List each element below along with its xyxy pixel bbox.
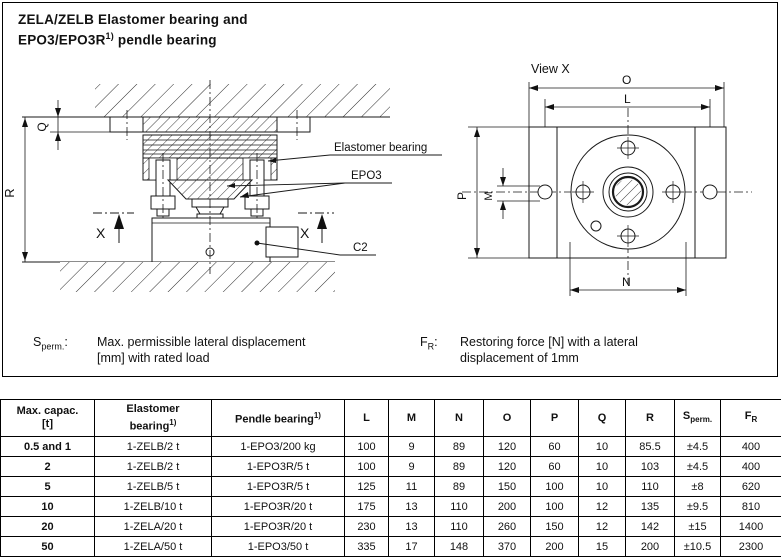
col-header-l: L [345, 400, 389, 437]
cell: 15 [579, 537, 626, 557]
header-row [1, 400, 781, 437]
cell: 10 [1, 497, 95, 517]
cell: 150 [531, 517, 579, 537]
cell: 9 [389, 457, 435, 477]
cell: 20 [1, 517, 95, 537]
leader-elastomer [268, 155, 442, 163]
cell: ±4.5 [675, 457, 721, 477]
cell: 370 [484, 537, 531, 557]
label-epo3: EPO3 [351, 170, 382, 182]
cell: 150 [484, 477, 531, 497]
cell: 148 [435, 537, 484, 557]
label-elastomer-bearing: Elastomer bearing [334, 142, 427, 154]
cell: ±4.5 [675, 437, 721, 457]
note-sperm [33, 334, 68, 355]
cell: 1-ZELB/10 t [95, 497, 212, 517]
cell: 12 [579, 517, 626, 537]
cell: 1-EPO3R/5 t [212, 477, 345, 497]
cell: 260 [484, 517, 531, 537]
cell: 0.5 and 1 [1, 437, 95, 457]
col-header-n: N [435, 400, 484, 437]
cell: 2 [1, 457, 95, 477]
cell: 10 [579, 477, 626, 497]
cell: 400 [721, 437, 781, 457]
note-fr-text: Restoring force [N] with a lateral displacement of 1mm [460, 334, 638, 366]
table-row [1, 537, 781, 557]
cell: 230 [345, 517, 389, 537]
cell: 110 [435, 517, 484, 537]
section-label-x-right: X [300, 225, 310, 241]
sperm-symbol: $S_{perm.}$: [33, 335, 68, 349]
cell: ±15 [675, 517, 721, 537]
cell: 100 [345, 437, 389, 457]
table-row [1, 437, 781, 457]
col-header-capacity: Max. capac. [t] [1, 400, 95, 437]
spec-table [0, 399, 781, 557]
cell: 120 [484, 437, 531, 457]
pin-hole [591, 221, 601, 231]
cell: 1-ZELB/2 t [95, 457, 212, 477]
cell: 9 [389, 437, 435, 457]
cell: 50 [1, 537, 95, 557]
section-label-x-left: X [96, 225, 106, 241]
label-c2: C2 [353, 242, 368, 254]
cell: 200 [531, 537, 579, 557]
cell: 5 [1, 477, 95, 497]
cell: 1-EPO3R/20 t [212, 517, 345, 537]
ceiling-hatch [95, 84, 390, 117]
col-header-pendle: Pendle bearing$^{1)}$ [212, 400, 345, 437]
cell: 89 [435, 437, 484, 457]
ground-hatch [60, 262, 335, 292]
cell: 17 [389, 537, 435, 557]
cell: 12 [579, 497, 626, 517]
col-header-r: R [626, 400, 675, 437]
cell: 335 [345, 537, 389, 557]
load-cell [152, 218, 298, 262]
cell: 400 [721, 457, 781, 477]
cell: ±10.5 [675, 537, 721, 557]
cell: 11 [389, 477, 435, 497]
col-header-p: P [531, 400, 579, 437]
table-row [1, 457, 781, 477]
cell: ±8 [675, 477, 721, 497]
dim-label-l: L [624, 92, 631, 106]
cell: 10 [579, 437, 626, 457]
cell: 1-ZELB/2 t [95, 437, 212, 457]
cell: 1-EPO3R/20 t [212, 497, 345, 517]
cell: 175 [345, 497, 389, 517]
cell: 135 [626, 497, 675, 517]
cell: 1-EPO3/50 t [212, 537, 345, 557]
cell: 13 [389, 517, 435, 537]
cell: 142 [626, 517, 675, 537]
col-header-m: M [389, 400, 435, 437]
fr-symbol: $F_R$: [420, 335, 438, 349]
cell: 100 [531, 497, 579, 517]
table-row [1, 497, 781, 517]
cell: 620 [721, 477, 781, 497]
cell: 2300 [721, 537, 781, 557]
cell: 60 [531, 457, 579, 477]
cell: 1-EPO3R/5 t [212, 457, 345, 477]
cell: 85.5 [626, 437, 675, 457]
cell: 110 [435, 497, 484, 517]
col-header-sperm: $S_{perm.}$ [675, 400, 721, 437]
mount-hole-left [538, 185, 552, 199]
cell: 810 [721, 497, 781, 517]
cell: 89 [435, 457, 484, 477]
note-fr [420, 334, 438, 355]
view-x-title: View X [531, 62, 570, 76]
col-header-fr: $F_R$ [721, 400, 781, 437]
cell: 1-ZELA/20 t [95, 517, 212, 537]
col-header-q: Q [579, 400, 626, 437]
cell: 89 [435, 477, 484, 497]
cell: 60 [531, 437, 579, 457]
dim-p [468, 127, 529, 258]
cell: ±9.5 [675, 497, 721, 517]
cell: 200 [626, 537, 675, 557]
dim-label-o: O [622, 73, 631, 87]
note-sperm-text: Max. permissible lateral displacement [mm] with rated load [97, 334, 305, 366]
col-header-elastomer: Elastomer bearing$^{1)}$ [95, 400, 212, 437]
cell: 10 [579, 457, 626, 477]
dim-label-q: Q [35, 122, 49, 131]
cell: 100 [531, 477, 579, 497]
cell: 100 [345, 457, 389, 477]
cell: 1-EPO3/200 kg [212, 437, 345, 457]
view-x-drawing [462, 82, 752, 296]
table-row [1, 517, 781, 537]
center-bore [603, 167, 653, 217]
section-drawing [22, 80, 442, 292]
cell: 120 [484, 457, 531, 477]
table-row [1, 477, 781, 497]
cell: 1400 [721, 517, 781, 537]
col-header-o: O [484, 400, 531, 437]
page-title-line2: $EPO3/EPO3R^{1)}$ pendle bearing [18, 28, 248, 49]
cell: 1-ZELB/5 t [95, 477, 212, 497]
cell: 125 [345, 477, 389, 497]
cell: 110 [626, 477, 675, 497]
dim-label-m: M [483, 191, 495, 200]
dim-r [22, 117, 28, 262]
cell: 200 [484, 497, 531, 517]
dim-label-r: R [2, 188, 17, 197]
cell: 1-ZELA/50 t [95, 537, 212, 557]
mount-hole-right [703, 185, 717, 199]
dim-label-n: N [622, 275, 631, 289]
page-title-line1: ZELA/ZELB Elastomer bearing and [18, 11, 248, 28]
cell: 103 [626, 457, 675, 477]
cell: 13 [389, 497, 435, 517]
dim-label-p: P [455, 192, 469, 200]
